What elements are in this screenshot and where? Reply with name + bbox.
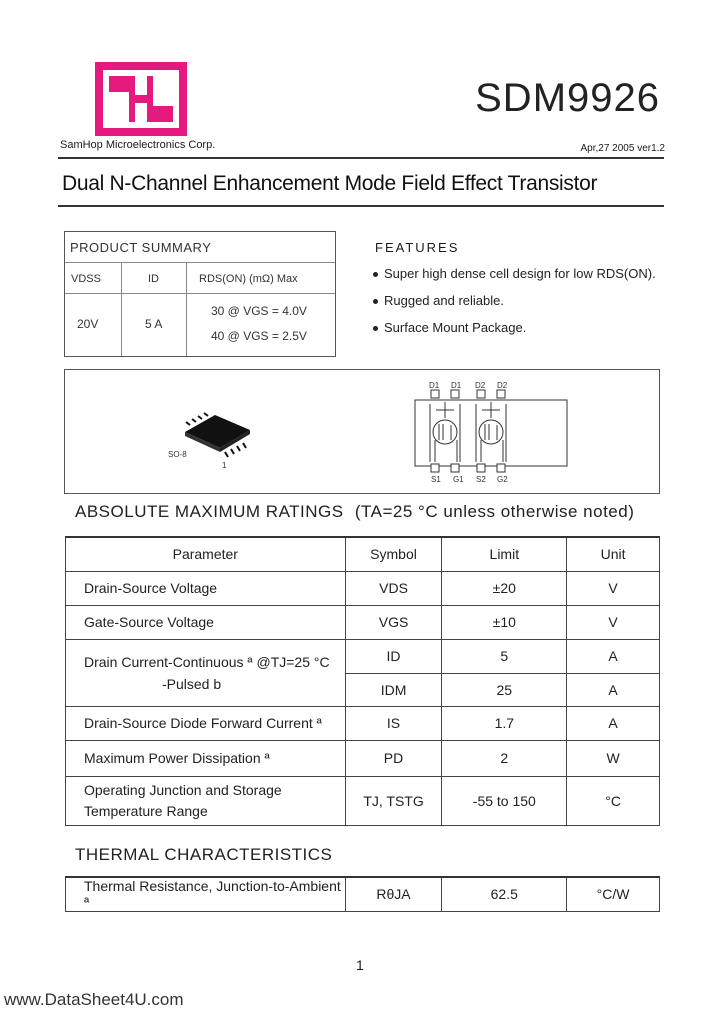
table-row: Thermal Resistance, Junction-to-Ambient ª RθJA 62.5 °C/W bbox=[66, 877, 660, 911]
divider bbox=[58, 205, 664, 207]
page-number: 1 bbox=[356, 957, 364, 973]
header-limit: Limit bbox=[442, 537, 567, 571]
samhop-logo bbox=[95, 62, 187, 136]
table-row: Drain-Source Diode Forward Current ª IS 1.7 A bbox=[66, 706, 660, 740]
date-version: Apr,27 2005 ver1.2 bbox=[580, 143, 665, 154]
footer-link[interactable]: www.DataSheet4U.com bbox=[4, 990, 184, 1009]
id-value: 5 A bbox=[145, 317, 163, 331]
pin-label: D2 bbox=[475, 381, 486, 390]
features-heading: FEATURES bbox=[375, 240, 460, 255]
product-summary-heading: PRODUCT SUMMARY bbox=[70, 240, 212, 255]
pin-label: S1 bbox=[431, 475, 441, 484]
table-row: Operating Junction and Storage Temperature Range TJ, TSTG -55 to 150 °C bbox=[66, 776, 660, 825]
bullet-icon bbox=[373, 272, 378, 277]
pin-label: D2 bbox=[497, 381, 508, 390]
feature-item: Rugged and reliable. bbox=[373, 293, 504, 308]
feature-item: Surface Mount Package. bbox=[373, 320, 526, 335]
pin-label: D1 bbox=[429, 381, 440, 390]
amr-heading: ABSOLUTE MAXIMUM RATINGS (TA=25 °C unless otherwise noted) bbox=[75, 502, 635, 521]
absolute-max-ratings-table bbox=[65, 536, 660, 826]
package-diagram-box bbox=[64, 369, 660, 494]
document-title: Dual N-Channel Enhancement Mode Field Effect Transistor bbox=[62, 172, 598, 195]
col-vdss: VDSS bbox=[71, 273, 101, 285]
col-rds: RDS(ON) (mΩ) Max bbox=[199, 273, 298, 285]
part-number: SDM9926 bbox=[475, 76, 660, 120]
divider bbox=[58, 157, 664, 159]
table-row: Maximum Power Dissipation ª PD 2 W bbox=[66, 740, 660, 776]
feature-item: Super high dense cell design for low RDS(ON). bbox=[373, 266, 656, 281]
so8-chip-icon bbox=[185, 413, 250, 457]
package-name: SO-8 bbox=[168, 450, 187, 459]
rds-value-1: 30 @ VGS = 4.0V bbox=[211, 304, 307, 318]
pin-label: D1 bbox=[451, 381, 462, 390]
header-symbol: Symbol bbox=[345, 537, 442, 571]
thermal-table bbox=[65, 876, 660, 912]
vdss-value: 20V bbox=[77, 317, 99, 331]
bullet-icon bbox=[373, 326, 378, 331]
rds-value-2: 40 @ VGS = 2.5V bbox=[211, 329, 307, 343]
header-unit: Unit bbox=[567, 537, 660, 571]
amr-condition: (TA=25 °C unless otherwise noted) bbox=[354, 502, 635, 521]
table-row: Gate-Source Voltage VGS ±10 V bbox=[66, 605, 660, 639]
header-parameter: Parameter bbox=[66, 537, 346, 571]
table-row: IDM 25 A bbox=[66, 673, 660, 706]
col-id: ID bbox=[148, 273, 159, 285]
package-diagram bbox=[65, 370, 659, 493]
table-row: Drain-Source Voltage VDS ±20 V bbox=[66, 571, 660, 605]
table-row: Drain Current-Continuous ª @TJ=25 °C -Pulsed b ID 5 A bbox=[66, 639, 660, 673]
company-name: SamHop Microelectronics Corp. bbox=[60, 139, 216, 151]
pin-pads bbox=[431, 390, 505, 472]
thermal-heading: THERMAL CHARACTERISTICS bbox=[75, 845, 333, 864]
dual-mosfet-schematic bbox=[415, 400, 567, 466]
pin-label: S2 bbox=[476, 475, 486, 484]
pin-label: G2 bbox=[497, 475, 508, 484]
bullet-icon bbox=[373, 299, 378, 304]
pin1-label: 1 bbox=[222, 461, 227, 470]
product-summary-table bbox=[64, 231, 336, 357]
pin-label: G1 bbox=[453, 475, 464, 484]
